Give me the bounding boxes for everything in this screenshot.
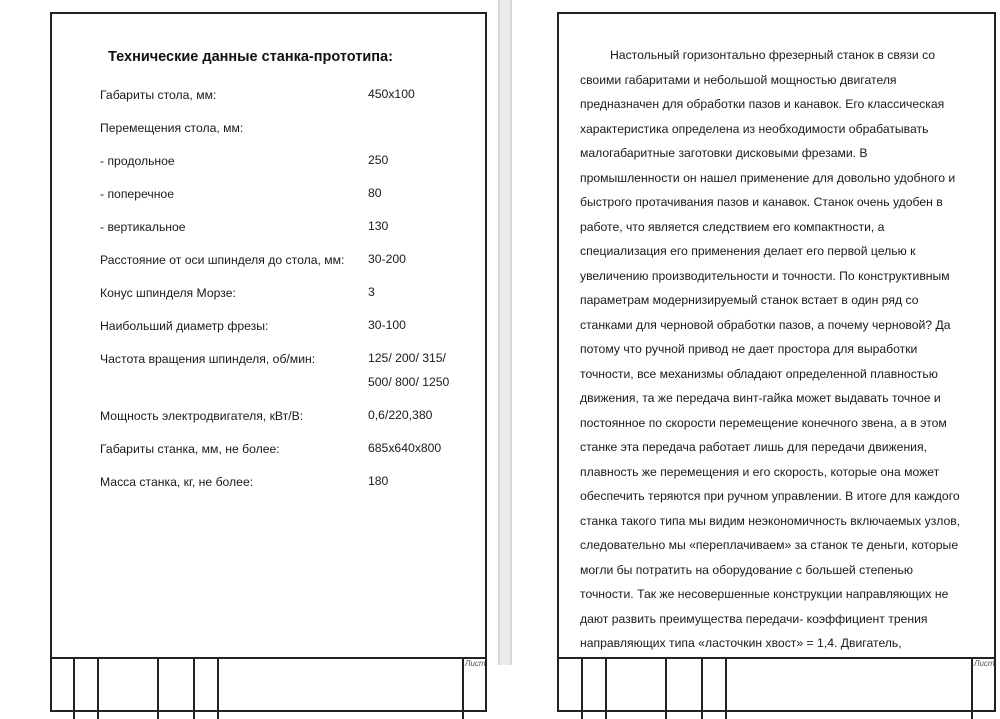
title-block-stamp xyxy=(557,657,996,719)
text-line: движения, та же передача винт-гайка может выдавать точное и xyxy=(580,391,941,405)
sheet-label: Лист xyxy=(465,659,486,668)
stamp-cell xyxy=(701,659,703,719)
stamp-cell xyxy=(217,659,219,719)
text-line: работе, что является следствием его компактности, а xyxy=(580,219,885,234)
spec-label: Расстояние от оси шпинделя до стола, мм: xyxy=(100,253,345,267)
spec-value: 0,6/220,380 xyxy=(368,408,433,422)
spec-value: 3 xyxy=(368,285,375,299)
text-line: увеличению производительности и точности. По конструктивным xyxy=(580,268,950,283)
page-frame xyxy=(50,12,487,712)
spec-label: - вертикальное xyxy=(100,220,186,234)
stamp-cell xyxy=(462,659,464,719)
spec-label: Наибольший диаметр фрезы: xyxy=(100,319,269,333)
stamp-cell xyxy=(581,659,583,719)
body-paragraph xyxy=(580,43,980,656)
text-line: точности. Так же несовершенные конструкции направляющих не xyxy=(580,587,949,601)
text-line: параметрам модернизируемый станок встает в один ряд со xyxy=(580,293,919,307)
spec-label: Габариты стола, мм: xyxy=(100,88,217,102)
text-line: постоянное по скорости перемещение конечного звена, а в этом xyxy=(580,415,947,430)
text-line: могли бы потратить на оборудование с большей степенью xyxy=(580,562,914,577)
stamp-cell xyxy=(665,659,667,719)
spec-label: Габариты станка, мм, не более: xyxy=(100,442,280,456)
text-line: станке эта передача работает лишь для передачи движения, xyxy=(580,440,927,454)
spec-value: 685x640x800 xyxy=(368,441,442,455)
text-line: малогабаритные заготовки дисковыми фрезами. В xyxy=(580,146,868,160)
spec-value: 80 xyxy=(368,186,382,200)
text-line: специализация его применения делает его первой целью к xyxy=(580,244,916,258)
stamp-cell xyxy=(605,659,607,719)
spec-label: Масса станка, кг, не более: xyxy=(100,475,254,489)
spec-value: 130 xyxy=(368,219,389,233)
text-line: следовательно мы «переплачиваем» за станок те деньги, которые xyxy=(580,538,959,552)
text-line: направляющих типа «ласточкин хвост» = 1,4. Двигатель, xyxy=(580,636,902,650)
spec-value: 30-200 xyxy=(368,252,406,266)
spec-value-line: 500/ 800/ 1250 xyxy=(368,375,450,389)
stamp-cell xyxy=(725,659,727,719)
spec-value: 450x100 xyxy=(368,87,415,101)
text-line: быстрого протачивания пазов и канавок. Станок очень удобен в xyxy=(580,195,943,209)
spec-label: Конус шпинделя Морзе: xyxy=(100,286,236,300)
text-line: станка такого типа мы видим неэкономичность включаемых узлов, xyxy=(580,513,961,528)
spec-label: Мощность электродвигателя, кВт/В: xyxy=(100,409,304,423)
spec-value xyxy=(368,346,449,394)
spec-value: 250 xyxy=(368,153,389,167)
text-line: Настольный горизонтально фрезерный станок в связи со xyxy=(610,48,936,62)
text-line: плавность же перемещения и его скорость, которые она может xyxy=(580,464,940,479)
stamp-cell xyxy=(193,659,195,719)
spec-value: 30-100 xyxy=(368,318,406,332)
spec-value-line: 125/ 200/ 315/ xyxy=(368,351,446,365)
text-line: своими габаритами и небольшой мощностью двигателя xyxy=(580,72,897,87)
sheet-label: Лист xyxy=(974,659,995,668)
page-title: Технические данные станка-прототипа: xyxy=(108,49,393,65)
text-line: обеспечить теряются при ручном управлении. В итоге для каждого xyxy=(580,489,960,503)
text-line: станками для черновой обработки пазов, а почему черновой? Да xyxy=(580,317,951,332)
spec-label: Перемещения стола, мм: xyxy=(100,121,244,135)
stamp-cell xyxy=(157,659,159,719)
title-block-stamp xyxy=(50,657,487,719)
page-frame xyxy=(557,12,996,712)
spec-label: - продольное xyxy=(100,154,175,168)
text-line: предназначен для обработки пазов и канавок. Его классическая xyxy=(580,97,945,111)
text-line: точности, все механизмы обладают определенной плавностью xyxy=(580,366,938,381)
document-page-right xyxy=(512,0,1000,668)
spec-label: - поперечное xyxy=(100,187,174,201)
text-line: дают развить преимущества передачи- коэффициент трения xyxy=(580,611,928,626)
stamp-cell xyxy=(97,659,99,719)
text-line: характеристика определена из необходимости обрабатывать xyxy=(580,121,929,136)
page-gutter xyxy=(498,0,512,665)
spec-label: Частота вращения шпинделя, об/мин: xyxy=(100,352,316,366)
spec-value: 180 xyxy=(368,474,389,488)
stamp-cell xyxy=(971,659,973,719)
text-line: промышленности он нашел применение для довольно удобного и xyxy=(580,170,956,185)
document-page-left xyxy=(0,0,498,668)
text-line: потому что ручной привод не дает простора для выработки xyxy=(580,342,918,356)
stamp-cell xyxy=(73,659,75,719)
